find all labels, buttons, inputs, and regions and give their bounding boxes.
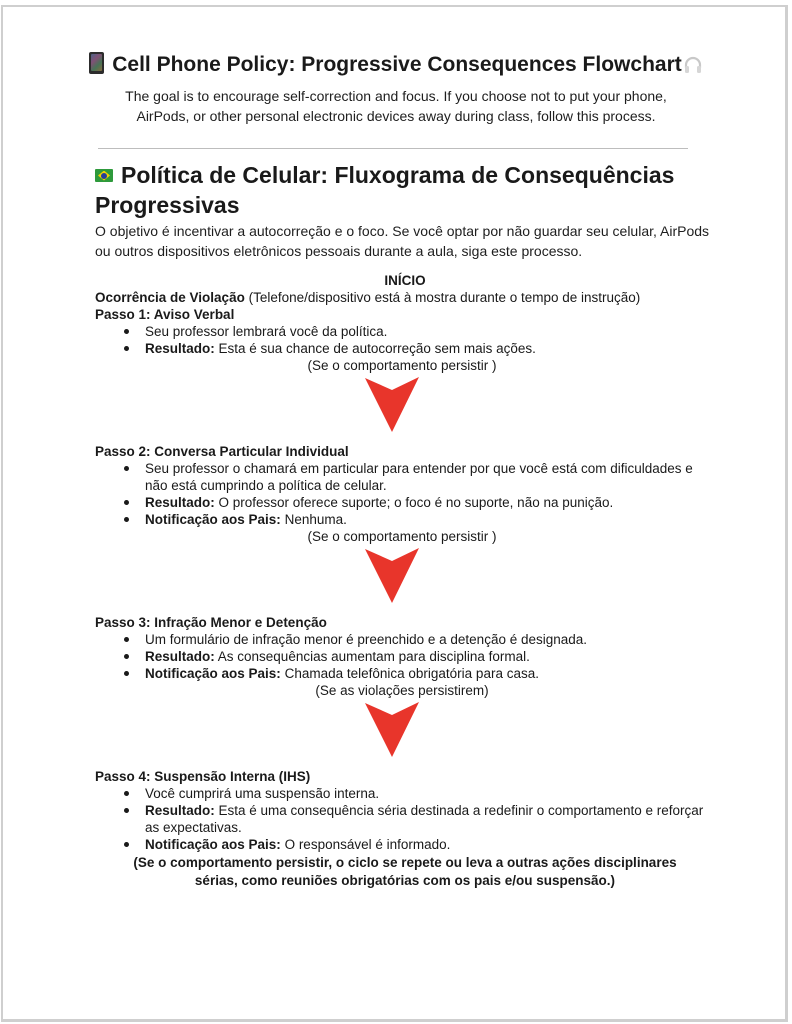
step-2-bullets [95,460,715,528]
list-item [145,836,715,853]
list-item [145,631,715,648]
start-label: INÍCIO [384,273,426,288]
portuguese-title [95,160,715,220]
step-1-title: Passo 1: Aviso Verbal [95,307,235,322]
down-arrow-icon [365,548,421,606]
violation-label: Ocorrência de Violação [95,290,245,305]
step-2-title: Passo 2: Conversa Particular Individual [95,444,349,459]
flow-arrow-3 [95,699,715,768]
down-arrow-icon [365,702,421,760]
list-item [145,648,715,665]
list-item [145,802,715,836]
step-4-bullets [95,785,715,853]
step-3-title: Passo 3: Infração Menor e Detenção [95,615,327,630]
english-title-text: Cell Phone Policy: Progressive Consequences Flowchart [112,53,682,76]
portuguese-title-text: Política de Celular: Fluxograma de Consequências Progressivas [95,162,675,218]
section-divider [98,148,688,149]
bullet-bold-label: Notificação aos Pais: [145,837,281,852]
brazil-flag-icon [95,169,113,182]
down-arrow-icon [365,377,421,435]
english-intro-line-2: AirPods, or other personal electronic devices away during class, follow this process. [136,108,656,124]
list-item [145,511,715,528]
step-3-bullets [95,631,715,682]
english-intro-line-1: The goal is to encourage self-correction and focus. If you choose not to put your phone, [125,88,667,104]
list-item [145,323,715,340]
violation-detail: (Telefone/dispositivo está à mostra durante o tempo de instrução) [244,290,641,305]
bullet-bold-label: Notificação aos Pais: [145,512,281,527]
bullet-text: O professor oferece suporte; o foco é no suporte, não na punição. [214,495,614,510]
bullet-bold-label: Resultado: [145,341,215,356]
final-note-line-2: sérias, como reuniões obrigatórias com os pais e/ou suspensão.) [194,873,616,888]
english-title [0,52,792,82]
violation-line [95,289,715,306]
english-intro [0,86,792,126]
bullet-text: Chamada telefônica obrigatória para casa. [280,666,539,681]
list-item [145,460,715,494]
headphones-icon [683,55,703,82]
flow-arrow-1 [95,374,715,443]
bullet-text: Esta é uma consequência séria destinada a redefinir o comportamento e reforçar as expectativas. [145,803,704,835]
final-note-line-1: (Se o comportamento persistir, o ciclo se repete ou leva a outras ações disciplinares [133,855,677,870]
bullet-bold-label: Notificação aos Pais: [145,666,281,681]
step-3-transition: (Se as violações persistirem) [315,683,489,698]
bullet-text: Você cumprirá uma suspensão interna. [145,786,380,801]
step-1-bullets [95,323,715,357]
step-1-transition: (Se o comportamento persistir ) [307,358,497,373]
bullet-bold-label: Resultado: [145,495,215,510]
bullet-text: Seu professor lembrará você da política. [145,324,388,339]
bullet-text: As consequências aumentam para disciplina formal. [214,649,530,664]
bullet-bold-label: Resultado: [145,803,215,818]
list-item [145,785,715,802]
portuguese-intro: O objetivo é incentivar a autocorreção e o foco. Se você optar por não guardar seu celular, AirPods ou outros dispositivos eletrônicos pessoais durante a aula, siga este processo. [95,223,710,259]
bullet-text: Um formulário de infração menor é preenchido e a detenção é designada. [145,632,588,647]
flowchart [95,272,715,890]
mobile-phone-icon [89,52,104,74]
list-item [145,665,715,682]
bullet-bold-label: Resultado: [145,649,215,664]
list-item [145,494,715,511]
flow-arrow-2 [95,545,715,614]
list-item [145,340,715,357]
bullet-text: Seu professor o chamará em particular para entender por que você está com dificuldades e não está cumprindo a política de celular. [145,461,693,493]
bullet-text: O responsável é informado. [280,837,451,852]
step-4-title: Passo 4: Suspensão Interna (IHS) [95,769,311,784]
step-2-transition: (Se o comportamento persistir ) [307,529,497,544]
bullet-text: Nenhuma. [280,512,347,527]
bullet-text: Esta é sua chance de autocorreção sem mais ações. [214,341,536,356]
final-note [95,854,715,890]
